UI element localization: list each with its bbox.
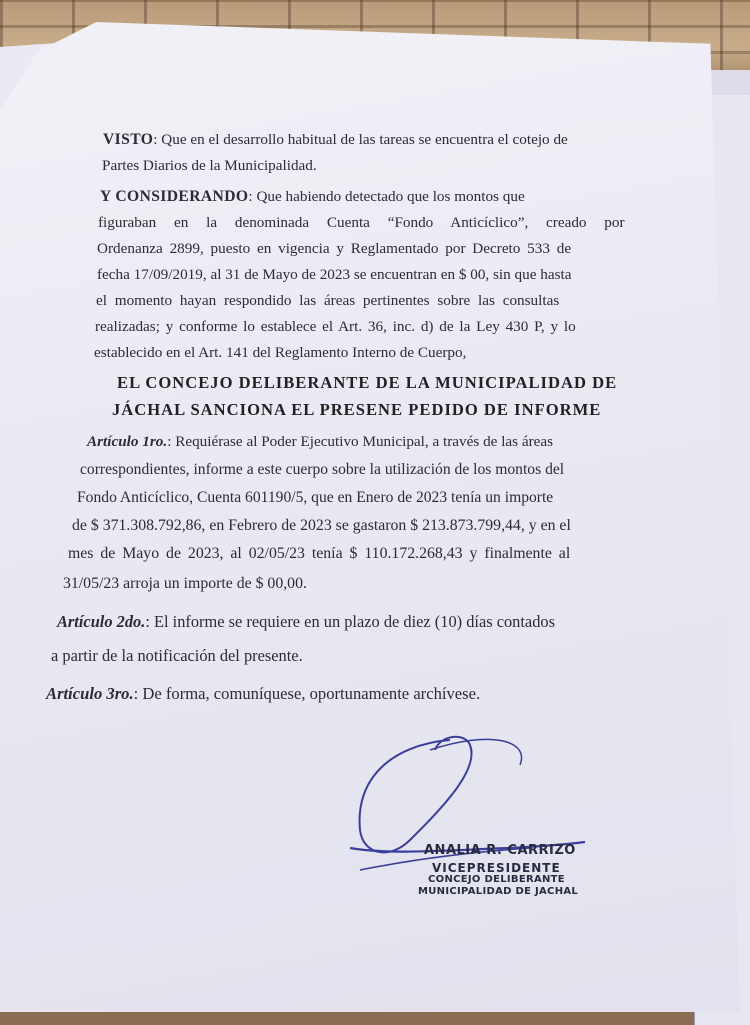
stamp-role: VICEPRESIDENTE	[432, 861, 561, 875]
considerando-line-3: Ordenanza 2899, puesto en vigencia y Reglamentado por Decreto 533 de	[97, 240, 572, 257]
considerando-line-7: establecido en el Art. 141 del Reglamento Interno de Cuerpo,	[94, 344, 467, 361]
considerando-line-5: el momento hayan respondido las áreas pertinentes sobre las consultas	[96, 292, 560, 309]
considerando-label: Y CONSIDERANDO	[100, 188, 249, 205]
article-1-label: Artículo 1ro.	[87, 433, 168, 450]
visto-line-1: VISTO: Que en el desarrollo habitual de las tareas se encuentra el cotejo de	[103, 131, 568, 148]
considerando-line-2: figuraban en la denominada Cuenta “Fondo Anticíclico”, creado por	[98, 214, 625, 231]
visto-label: VISTO	[103, 131, 154, 148]
article-3-line-1: Artículo 3ro.: De forma, comuníquese, oportunamente archívese.	[46, 684, 481, 703]
stamp-body: CONCEJO DELIBERANTE	[428, 874, 565, 885]
considerando-line-4: fecha 17/09/2019, al 31 de Mayo de 2023 se encuentran en $ 00, sin que hasta	[97, 266, 572, 283]
article-1-line-2: correspondientes, informe a este cuerpo sobre la utilización de los montos del	[80, 461, 565, 478]
article-1-line-4: de $ 371.308.792,86, en Febrero de 2023 se gastaron $ 213.873.799,44, y en el	[72, 517, 571, 534]
considerando-line-1: Y CONSIDERANDO: Que habiendo detectado que los montos que	[100, 188, 525, 205]
article-2-label: Artículo 2do.	[57, 612, 146, 631]
article-2-line-2: a partir de la notificación del presente.	[51, 646, 303, 665]
article-1-line-3: Fondo Anticíclico, Cuenta 601190/5, que en Enero de 2023 tenía un importe	[77, 489, 554, 506]
visto-line-2: Partes Diarios de la Municipalidad.	[102, 157, 317, 174]
considerando-line-6: realizadas; y conforme lo establece el Art. 36, inc. d) de la Ley 430 P, y lo	[95, 318, 576, 335]
article-1-line-1: Artículo 1ro.: Requiérase al Poder Ejecutivo Municipal, a través de las áreas	[87, 433, 554, 450]
article-3-label: Artículo 3ro.	[46, 684, 134, 703]
article-1-line-6: 31/05/23 arroja un importe de $ 00,00.	[63, 575, 307, 592]
article-1-line-5: mes de Mayo de 2023, al 02/05/23 tenía $ 110.172.268,43 y finalmente al	[68, 545, 571, 562]
stamp-org: MUNICIPALIDAD DE JACHAL	[418, 886, 579, 897]
article-2-line-1: Artículo 2do.: El informe se requiere en un plazo de diez (10) días contados	[57, 612, 555, 631]
sanciona-heading-line-2: JÁCHAL SANCIONA EL PRESENE PEDIDO DE INFORME	[112, 400, 602, 419]
stamp-name: ANALIA R. CARRIZO	[424, 843, 576, 858]
sanciona-heading-line-1: EL CONCEJO DELIBERANTE DE LA MUNICIPALIDAD DE	[117, 373, 618, 392]
